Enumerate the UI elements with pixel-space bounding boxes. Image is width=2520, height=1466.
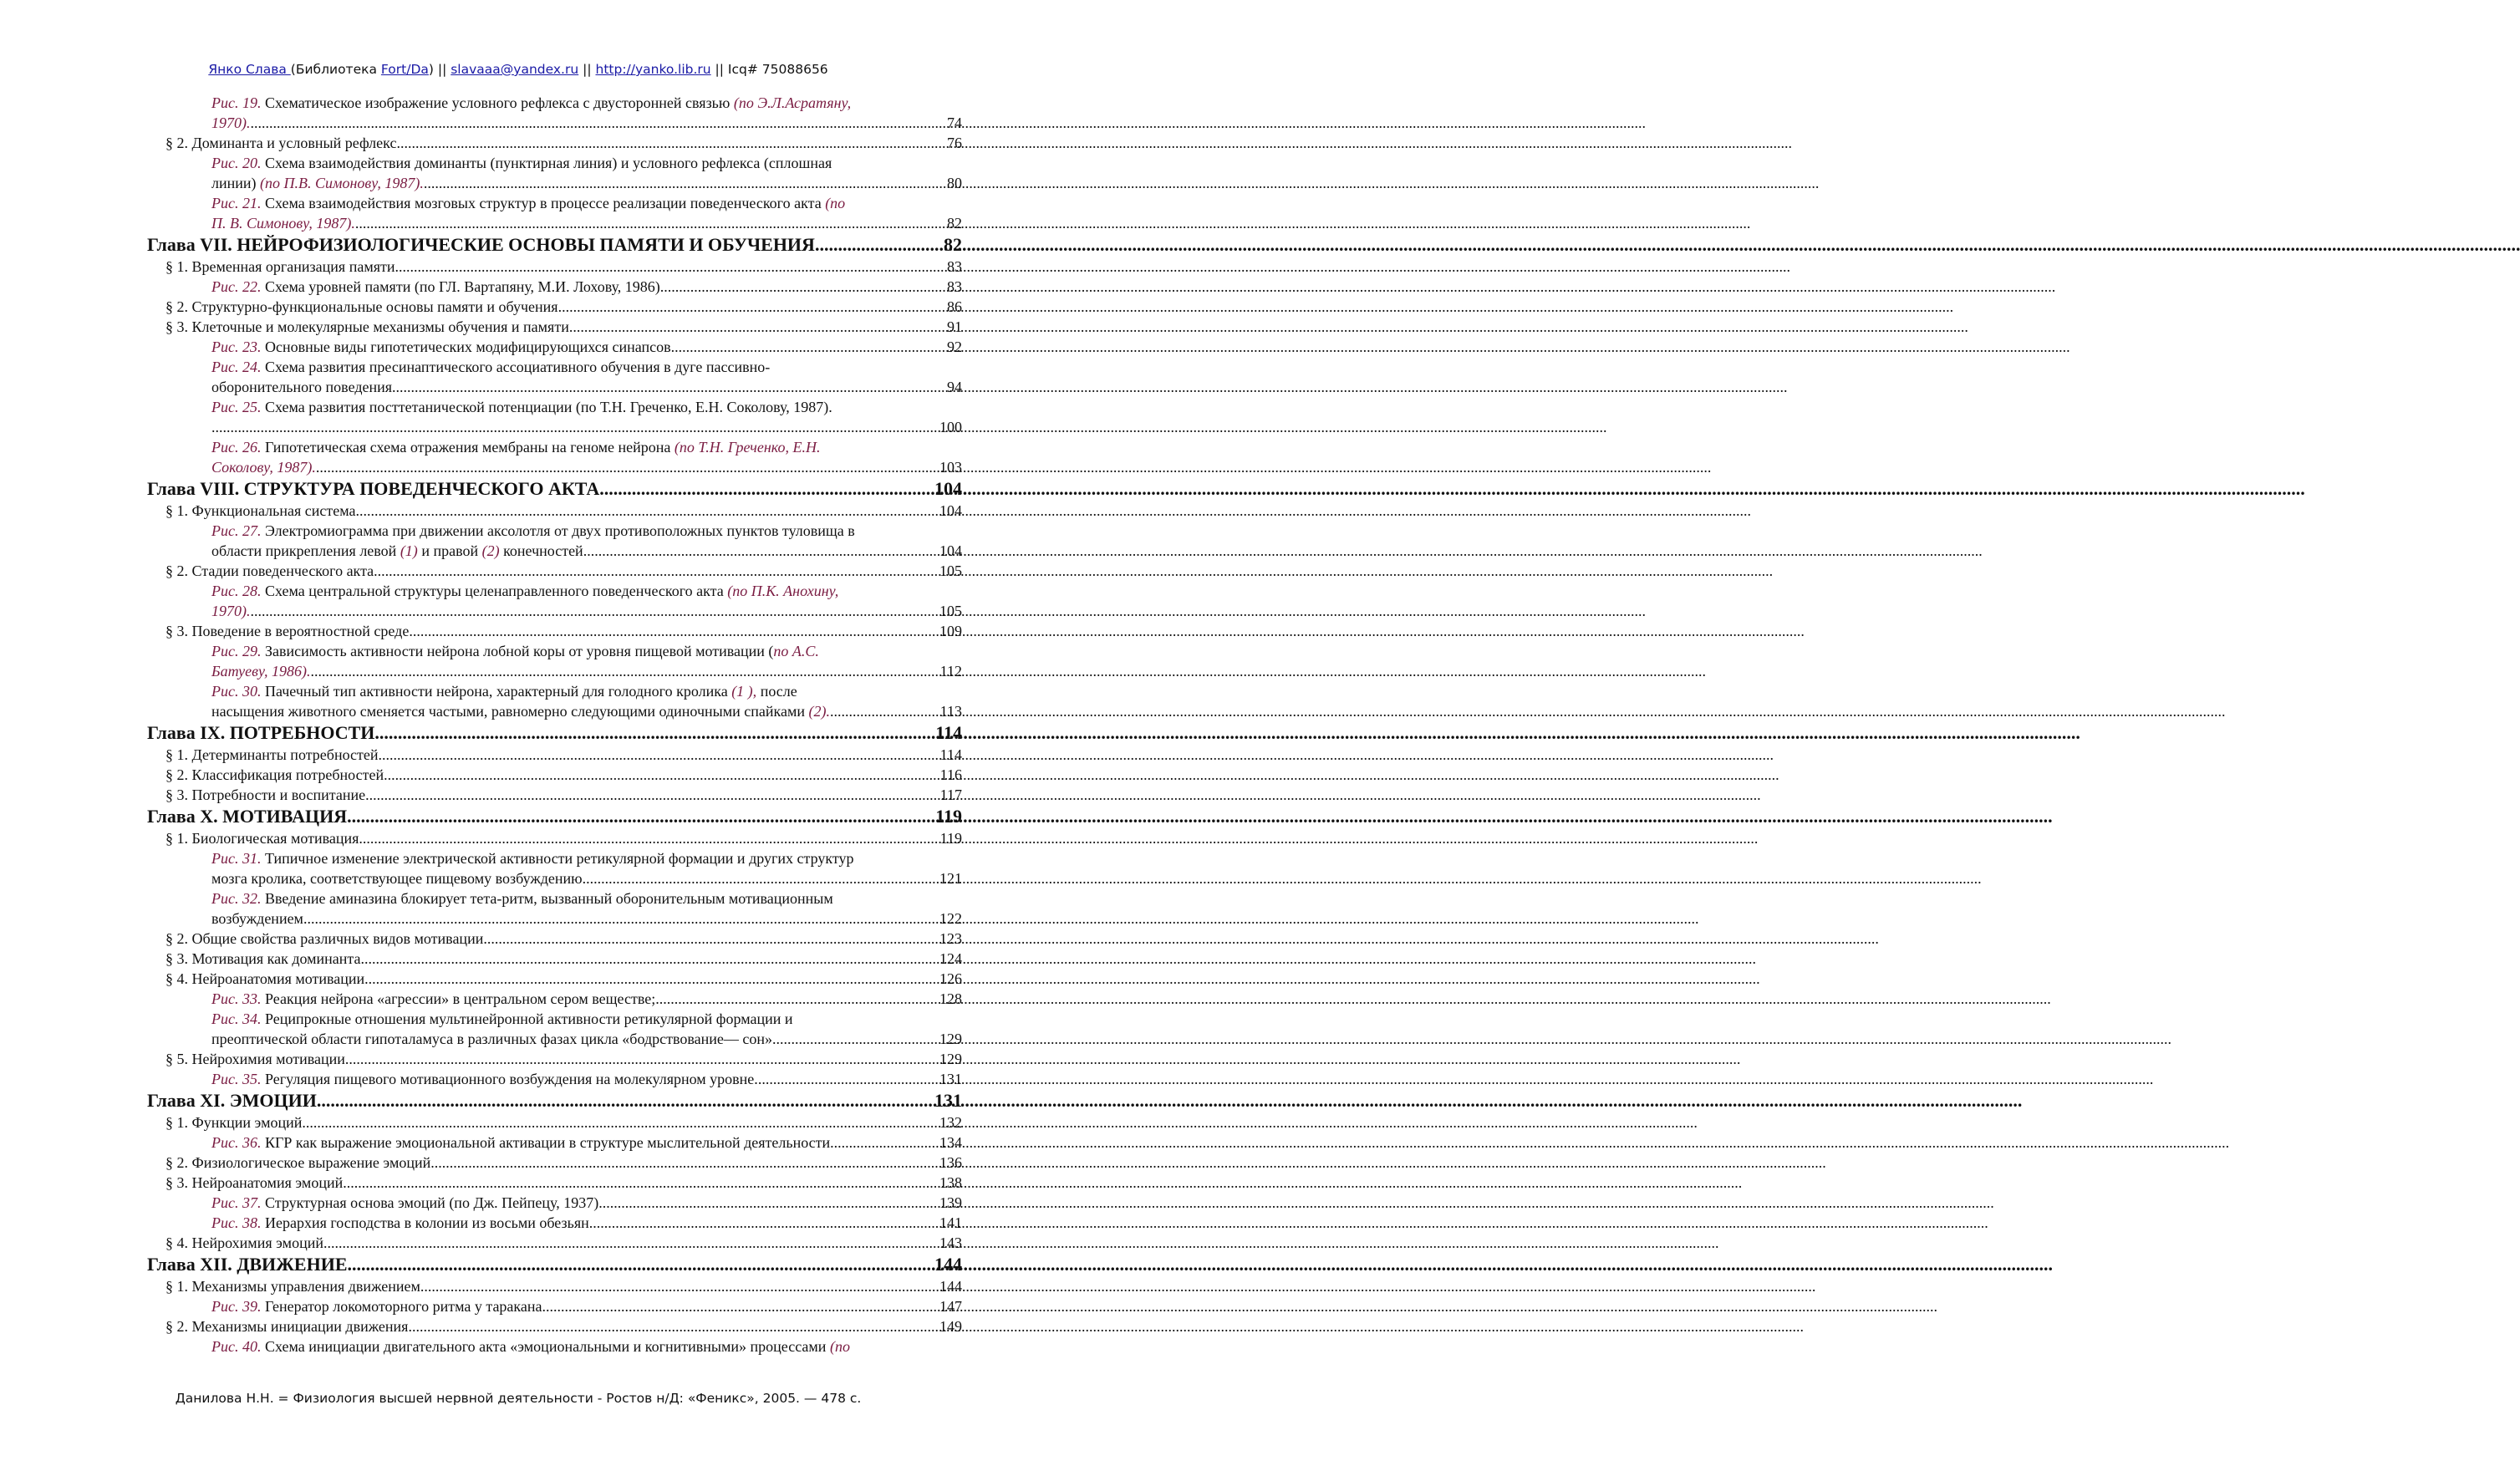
toc-section[interactable] — [147, 297, 962, 317]
figure-caption: Реакция нейрона «агрессии» в центральном сером веществе; — [261, 990, 656, 1007]
leader-dots — [420, 1276, 939, 1296]
section-title: § 3. Нейроанатомия эмоций. — [165, 1174, 347, 1191]
page-number: 131 — [934, 1090, 962, 1111]
leader-dots — [675, 337, 946, 357]
page-number: 83 — [947, 278, 962, 295]
email-link[interactable]: slavaaa@yandex.ru — [451, 62, 579, 77]
page-number: 139 — [939, 1194, 962, 1211]
chapter-title: Глава X. МОТИВАЦИЯ — [147, 806, 348, 827]
section-title: § 4. Нейроанатомия мотивации — [165, 970, 365, 987]
figure-caption-cont: конечностей. — [499, 542, 588, 559]
figure-caption: Схематическое изображение условного рефлекса с двусторонней связью — [261, 94, 734, 111]
figure-label: Рис. 40. — [211, 1338, 262, 1355]
leader-dots — [830, 701, 939, 721]
figure-caption-cont: и правой — [417, 542, 482, 559]
figure-source: (1 ), — [731, 683, 757, 700]
figure-label: Рис. 20. — [211, 155, 262, 171]
toc-section[interactable] — [147, 1276, 962, 1296]
page-number: 94 — [947, 379, 962, 395]
leader-dots — [361, 949, 939, 969]
figure-caption-cont: 1970). — [211, 115, 251, 131]
page-number: 112 — [939, 663, 962, 680]
page-number: 119 — [939, 830, 962, 847]
leader-dots — [317, 1089, 934, 1112]
leader-dots — [542, 1296, 939, 1316]
leader-dots — [396, 133, 946, 153]
leader-dots — [384, 765, 939, 785]
library-suffix: ) || — [428, 62, 451, 77]
toc-section[interactable] — [147, 501, 962, 521]
toc-section[interactable] — [147, 1049, 962, 1069]
figure-source: (по П.К. Анохину, — [727, 583, 839, 599]
icq-text: || Icq# 75088656 — [710, 62, 828, 77]
toc-chapter[interactable] — [147, 1089, 962, 1112]
page-number: 76 — [947, 135, 962, 151]
leader-dots — [593, 1213, 939, 1233]
toc-figure[interactable] — [147, 397, 962, 437]
page-number: 100 — [939, 419, 962, 435]
figure-label: Рис. 26. — [211, 439, 262, 456]
chapter-title: Глава VII. НЕЙРОФИЗИОЛОГИЧЕСКИЕ ОСНОВЫ ПАМЯТИ И ОБУЧЕНИЯ — [147, 234, 815, 255]
toc-figure[interactable] — [147, 989, 962, 1009]
section-title: § 3. Потребности и воспитание — [165, 786, 366, 803]
toc-figure[interactable] — [147, 437, 962, 477]
toc-figure[interactable] — [147, 277, 962, 297]
table-of-contents — [147, 93, 962, 1357]
figure-label: Рис. 28. — [211, 583, 262, 599]
figure-label: Рис. 32. — [211, 890, 262, 907]
toc-section[interactable] — [147, 745, 962, 765]
figure-caption: Основные виды гипотетических модифицирующихся синапсов. — [261, 339, 675, 355]
section-title: § 3. Клеточные и молекулярные механизмы обучения и памяти. — [165, 318, 573, 335]
site-link[interactable]: http://yanko.lib.ru — [595, 62, 711, 77]
leader-dots — [599, 477, 934, 501]
figure-caption: Схема взаимодействия мозговых структур в процессе реализации поведенческого акта — [261, 195, 826, 211]
section-title: § 2. Стадии поведенческого акта. — [165, 562, 378, 579]
figure-label: Рис. 33. — [211, 990, 262, 1007]
figure-label: Рис. 23. — [211, 339, 262, 355]
figure-caption-cont: Батуеву, 1986). — [211, 663, 311, 680]
figure-source: (по — [825, 195, 846, 211]
figure-caption: Генератор локомоторного ритма у таракана — [261, 1298, 542, 1315]
page-number: 114 — [935, 722, 962, 743]
toc-section[interactable] — [147, 621, 962, 641]
figure-source: (2). — [808, 703, 830, 720]
toc-section[interactable] — [147, 133, 962, 153]
leader-dots — [316, 457, 939, 477]
figure-caption-cont: П. В. Симонову, 1987). — [211, 215, 355, 232]
section-title: § 5. Нейрохимия мотивации — [165, 1051, 345, 1067]
toc-figure[interactable] — [147, 93, 962, 133]
page-number: 128 — [939, 990, 962, 1007]
figure-label: Рис. 29. — [211, 643, 262, 659]
section-title: § 1. Биологическая мотивация. — [165, 830, 363, 847]
figure-label: Рис. 35. — [211, 1071, 262, 1087]
page-number: 104 — [934, 478, 962, 499]
toc-figure[interactable] — [147, 193, 962, 233]
page-number: 80 — [947, 175, 962, 191]
page-number: 91 — [947, 318, 962, 335]
leader-dots — [598, 1193, 939, 1213]
leader-dots — [323, 1233, 939, 1253]
section-title: § 2. Общие свойства различных видов мотивации — [165, 930, 484, 947]
figure-caption: Гипотетическая схема отражения мембраны на геноме нейрона — [261, 439, 675, 456]
figure-label: Рис. 37. — [211, 1194, 262, 1211]
leader-dots — [363, 828, 939, 848]
page-number: 136 — [939, 1154, 962, 1171]
toc-figure[interactable] — [147, 1213, 962, 1233]
page-number: 104 — [939, 502, 962, 519]
page-number: 147 — [939, 1298, 962, 1315]
figure-source: (по П.В. Симонову, 1987). — [260, 175, 424, 191]
figure-label: Рис. 22. — [211, 278, 262, 295]
figure-label: Рис. 21. — [211, 195, 262, 211]
page-number: 144 — [939, 1278, 962, 1295]
toc-figure[interactable] — [147, 1296, 962, 1316]
figure-label: Рис. 36. — [211, 1134, 262, 1151]
section-title: § 2. Классификация потребностей — [165, 766, 384, 783]
section-title: § 1. Временная организация памяти — [165, 258, 395, 275]
leader-dots — [573, 317, 946, 337]
figure-caption-cont: 1970). — [211, 603, 251, 619]
leader-dots — [251, 113, 947, 133]
leader-dots — [347, 805, 934, 828]
page-number: 113 — [939, 703, 962, 720]
page-number: 138 — [939, 1174, 962, 1191]
figure-caption-cont: преоптической области гипоталамуса в различных фазах цикла «бодрствование— сон». — [211, 1031, 776, 1047]
leader-dots — [348, 1253, 934, 1276]
figure-caption: Схема инициации двигательного акта «эмоциональными и когнитивными» процессами — [261, 1338, 830, 1355]
page-number: 114 — [939, 746, 962, 763]
toc-figure[interactable] — [147, 153, 962, 193]
chapter-title: Глава XI. ЭМОЦИИ — [147, 1090, 317, 1111]
section-title: § 4. Нейрохимия эмоций — [165, 1234, 323, 1251]
leader-dots — [758, 1069, 939, 1089]
leader-dots — [424, 173, 946, 193]
leader-dots — [302, 1112, 939, 1133]
page-number: 109 — [939, 623, 962, 639]
figure-caption-cont: оборонительного поведения — [211, 379, 393, 395]
toc-figure[interactable] — [147, 1193, 962, 1213]
figure-label: Рис. 19. — [211, 94, 262, 111]
section-title: § 2. Физиологическое выражение эмоций — [165, 1154, 431, 1171]
toc-figure[interactable] — [147, 337, 962, 357]
chapter-title: Глава XII. ДВИЖЕНИЕ — [147, 1254, 348, 1275]
figure-caption-cont: насыщения животного сменяется частыми, равномерно следующими одиночными спайками — [211, 703, 809, 720]
page-number: 123 — [939, 930, 962, 947]
library-link[interactable]: Fort/Da — [380, 62, 429, 77]
figure-label: Рис. 39. — [211, 1298, 262, 1315]
figure-caption: Реципрокные отношения мультинейронной активности ретикулярной формации и — [261, 1010, 793, 1027]
toc-section[interactable] — [147, 257, 962, 277]
toc-section[interactable] — [147, 1112, 962, 1133]
section-title: § 1. Детерминанты потребностей — [165, 746, 379, 763]
figure-source: (по Э.Л.Асратяну, — [733, 94, 852, 111]
leader-dots — [364, 969, 939, 989]
leader-dots — [355, 213, 946, 233]
toc-section[interactable] — [147, 949, 962, 969]
page-number: 117 — [939, 786, 962, 803]
figure-caption: Введение аминазина блокирует тета-ритм, вызванный оборонительным мотивационным — [261, 890, 833, 907]
toc-chapter[interactable] — [147, 477, 962, 501]
figure-caption: Пачечный тип активности нейрона, характерный для голодного кролика — [261, 683, 732, 700]
toc-figure[interactable] — [147, 681, 962, 721]
section-title: § 1. Механизмы управления движением — [165, 1278, 420, 1295]
page-footer: Данилова Н.Н. = Физиология высшей нервной деятельности - Ростов н/Д: «Феникс», 2005. — 478 с. — [175, 1391, 862, 1406]
toc-section[interactable] — [147, 1233, 962, 1253]
page-number: 86 — [947, 298, 962, 315]
section-title: § 2. Структурно-функциональные основы памяти и обучения — [165, 298, 558, 315]
toc-section[interactable] — [147, 828, 962, 848]
leader-dots — [587, 541, 939, 561]
leader-dots — [815, 233, 943, 257]
page-number: 141 — [939, 1214, 962, 1231]
figure-caption: Схема взаимодействия доминанты (пунктирная линия) и условного рефлекса (сплошная — [261, 155, 832, 171]
toc-chapter[interactable] — [147, 805, 962, 828]
toc-figure[interactable] — [147, 521, 962, 561]
leader-dots — [379, 745, 939, 765]
library-prefix: (Библиотека — [290, 62, 381, 77]
page-number: 103 — [939, 459, 962, 476]
toc-figure[interactable] — [147, 357, 962, 397]
page-number: 82 — [947, 215, 962, 232]
toc-figure[interactable] — [147, 888, 962, 929]
figure-label: Рис. 30. — [211, 683, 262, 700]
section-title: § 1. Функциональная система — [165, 502, 356, 519]
toc-section[interactable] — [147, 317, 962, 337]
figure-caption: Схема развития пресинаптического ассоциативного обучения в дуге пассивно- — [261, 359, 771, 375]
section-title: § 2. Доминанта и условный рефлекс — [165, 135, 397, 151]
figure-caption: Схема развития посттетанической потенциации (по Т.Н. Греченко, Е.Н. Соколову, 1987). — [261, 399, 832, 415]
page-number: 119 — [935, 806, 962, 827]
section-title: § 2. Механизмы инициации движения — [165, 1318, 409, 1335]
page-number: 129 — [939, 1051, 962, 1067]
toc-figure[interactable] — [147, 1133, 962, 1153]
page-number: 74 — [947, 115, 962, 131]
figure-source: (по Т.Н. Греченко, Е.Н. — [674, 439, 821, 456]
figure-caption-cont: области прикрепления левой — [211, 542, 400, 559]
figure-caption: Типичное изменение электрической активности ретикулярной формации и других структур — [261, 850, 854, 867]
leader-dots — [355, 501, 939, 521]
toc-section[interactable] — [147, 785, 962, 805]
leader-dots — [374, 721, 934, 745]
toc-section[interactable] — [147, 765, 962, 785]
toc-figure[interactable] — [147, 848, 962, 888]
page-number: 122 — [939, 910, 962, 927]
leader-dots — [655, 989, 939, 1009]
leader-dots — [408, 1316, 939, 1336]
figure-caption: Регуляция пищевого мотивационного возбуждения на молекулярном уровне. — [261, 1071, 758, 1087]
figure-label: Рис. 31. — [211, 850, 262, 867]
toc-chapter[interactable] — [147, 1253, 962, 1276]
figure-caption: Зависимость активности нейрона лобной коры от уровня пищевой мотивации ( — [261, 643, 774, 659]
figure-caption: Схема уровней памяти (по ГЛ. Вартапяну, М.И. Лохову, 1986) — [261, 278, 660, 295]
toc-figure[interactable] — [147, 1009, 962, 1049]
figure-caption: КГР как выражение эмоциональной активации в структуре мыслительной деятельности. — [261, 1134, 834, 1151]
section-title: § 1. Функции эмоций — [165, 1114, 303, 1131]
leader-dots — [365, 785, 939, 805]
figure-caption: после — [756, 683, 797, 700]
toc-chapter[interactable] — [147, 233, 962, 257]
page-number: 82 — [944, 234, 962, 255]
toc-section[interactable] — [147, 969, 962, 989]
page-number: 92 — [947, 339, 962, 355]
figure-caption: Иерархия господства в колонии из восьми обезьян. — [261, 1214, 593, 1231]
header-separator: || — [578, 62, 596, 77]
figure-label: Рис. 25. — [211, 399, 262, 415]
author-link[interactable]: Янко Слава — [208, 62, 291, 77]
page-number: 134 — [939, 1134, 962, 1151]
leader-dots — [211, 417, 939, 437]
figure-caption-cont: возбуждением — [211, 910, 303, 927]
figure-source: по А.С. — [773, 643, 819, 659]
toc-figure[interactable] — [147, 581, 962, 621]
page-number: 105 — [939, 603, 962, 619]
figure-caption-cont: Соколову, 1987). — [211, 459, 316, 476]
leader-dots — [395, 257, 946, 277]
leader-dots — [558, 297, 946, 317]
toc-section[interactable] — [147, 1153, 962, 1173]
toc-section[interactable] — [147, 1316, 962, 1336]
figure-caption-cont: мозга кролика, соответствующее пищевому возбуждению. — [211, 870, 587, 887]
page-number: 126 — [939, 970, 962, 987]
page-number: 121 — [939, 870, 962, 887]
chapter-title: Глава IX. ПОТРЕБНОСТИ — [147, 722, 375, 743]
leader-dots — [303, 909, 939, 929]
leader-dots — [345, 1049, 939, 1069]
toc-figure[interactable] — [147, 1336, 962, 1357]
leader-dots — [251, 601, 939, 621]
section-title: § 3. Поведение в вероятностной среде — [165, 623, 410, 639]
leader-dots — [660, 277, 946, 297]
page-number: 149 — [939, 1318, 962, 1335]
leader-dots — [586, 868, 939, 888]
page-number: 105 — [939, 562, 962, 579]
leader-dots — [347, 1173, 939, 1193]
leader-dots — [834, 1133, 939, 1153]
figure-caption-cont: линии) — [211, 175, 261, 191]
page-number: 129 — [939, 1031, 962, 1047]
toc-chapter[interactable] — [147, 721, 962, 745]
page-number: 144 — [934, 1254, 962, 1275]
page-number: 83 — [947, 258, 962, 275]
figure-label: Рис. 38. — [211, 1214, 262, 1231]
page-number: 131 — [939, 1071, 962, 1087]
figure-caption: Электромиограмма при движении аксолотля от двух противоположных пунктов туловища в — [261, 522, 855, 539]
page-number: 124 — [939, 950, 962, 967]
toc-section[interactable] — [147, 1173, 962, 1193]
page-header — [0, 62, 1036, 77]
figure-caption: Структурная основа эмоций (по Дж. Пейпецу, 1937) — [261, 1194, 599, 1211]
section-title: § 3. Мотивация как доминанта — [165, 950, 361, 967]
leader-dots — [483, 929, 939, 949]
figure-source: (по — [829, 1338, 850, 1355]
page-number: 116 — [939, 766, 962, 783]
figure-label: Рис. 27. — [211, 522, 262, 539]
leader-dots — [311, 661, 939, 681]
toc-section[interactable] — [147, 561, 962, 581]
leader-dots — [776, 1029, 939, 1049]
page-number: 132 — [939, 1114, 962, 1131]
leader-dots — [378, 561, 939, 581]
leader-dots — [392, 377, 946, 397]
toc-figure[interactable] — [147, 1069, 962, 1089]
page-number: 104 — [939, 542, 962, 559]
figure-source: (2) — [481, 542, 500, 559]
leader-dots — [409, 621, 939, 641]
toc-section[interactable] — [147, 929, 962, 949]
figure-label: Рис. 24. — [211, 359, 262, 375]
figure-caption: Схема центральной структуры целенаправленного поведенческого акта — [261, 583, 728, 599]
toc-figure[interactable] — [147, 641, 962, 681]
chapter-title: Глава VIII. СТРУКТУРА ПОВЕДЕНЧЕСКОГО АКТА — [147, 478, 600, 499]
leader-dots — [430, 1153, 939, 1173]
figure-source: (1) — [400, 542, 418, 559]
page-number: 143 — [939, 1234, 962, 1251]
figure-label: Рис. 34. — [211, 1010, 262, 1027]
